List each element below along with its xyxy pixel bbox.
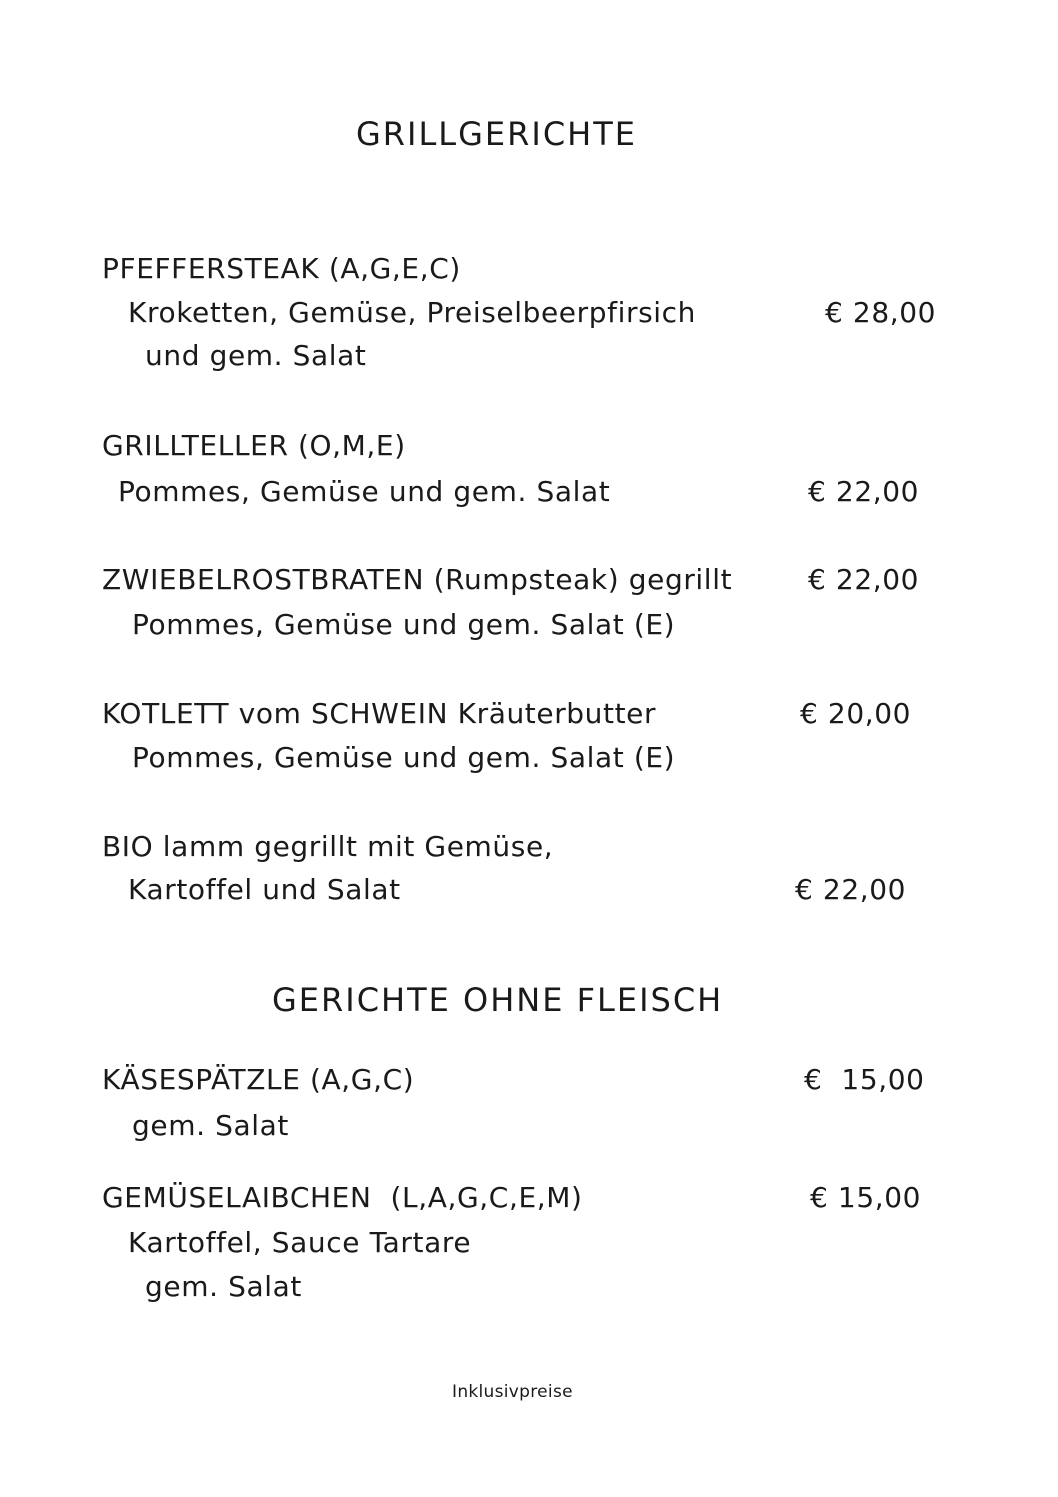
item-price: € 15,00 bbox=[804, 1063, 925, 1096]
item-description: gem. Salat bbox=[132, 1109, 289, 1142]
item-description: Pommes, Gemüse und gem. Salat (E) bbox=[132, 608, 676, 641]
item-description: Kartoffel, Sauce Tartare bbox=[128, 1226, 472, 1259]
item-price: € 28,00 bbox=[825, 296, 937, 329]
item-name: GRILLTELLER (O,M,E) bbox=[102, 429, 406, 462]
section-heading-grillgerichte: GRILLGERICHTE bbox=[356, 115, 637, 153]
item-description-line2: und gem. Salat bbox=[145, 339, 367, 372]
item-price: € 15,00 bbox=[810, 1181, 922, 1214]
item-name: KOTLETT vom SCHWEIN Kräuterbutter bbox=[102, 697, 657, 730]
item-description: Pommes, Gemüse und gem. Salat (E) bbox=[132, 741, 676, 774]
item-description: Pommes, Gemüse und gem. Salat bbox=[118, 475, 611, 508]
item-price: € 20,00 bbox=[800, 697, 912, 730]
item-description: Kartoffel und Salat bbox=[128, 873, 401, 906]
item-name: BIO lamm gegrillt mit Gemüse, bbox=[102, 830, 554, 863]
item-price: € 22,00 bbox=[808, 475, 920, 508]
item-name: KÄSESPÄTZLE (A,G,C) bbox=[102, 1063, 415, 1096]
item-name: ZWIEBELROSTBRATEN (Rumpsteak) gegrillt bbox=[102, 563, 733, 596]
item-price: € 22,00 bbox=[808, 563, 920, 596]
item-description-line2: gem. Salat bbox=[145, 1270, 302, 1303]
item-price: € 22,00 bbox=[795, 873, 907, 906]
item-description: Kroketten, Gemüse, Preiselbeerpfirsich bbox=[128, 296, 696, 329]
item-name: GEMÜSELAIBCHEN (L,A,G,C,E,M) bbox=[102, 1181, 583, 1214]
footer-note: Inklusivpreise bbox=[452, 1382, 573, 1402]
section-heading-gerichte-ohne-fleisch: GERICHTE OHNE FLEISCH bbox=[272, 981, 724, 1019]
item-name: PFEFFERSTEAK (A,G,E,C) bbox=[102, 252, 461, 285]
